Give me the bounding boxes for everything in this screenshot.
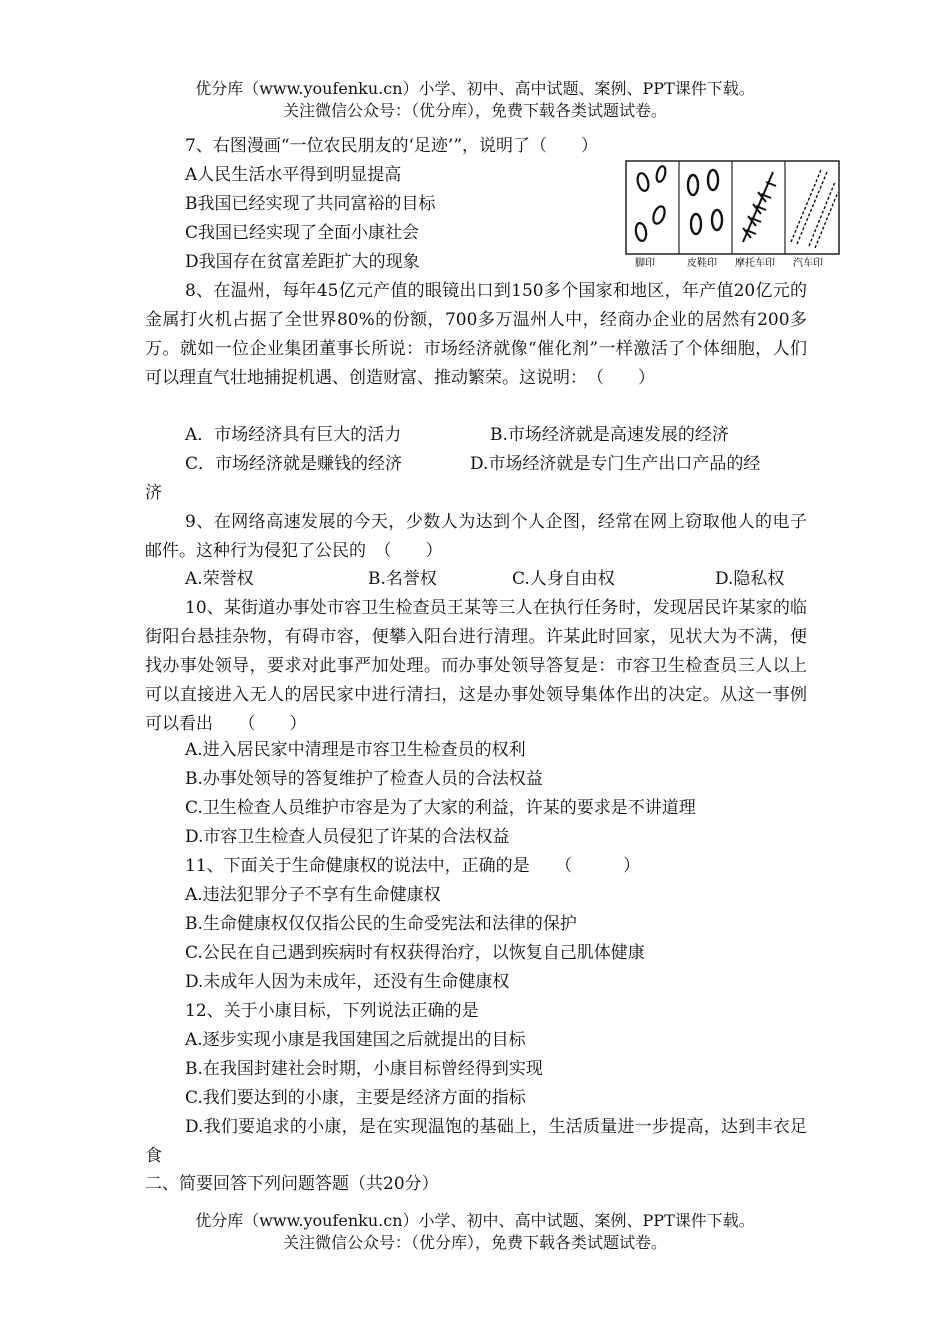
section-2-title: 二、简要回答下列问题答题（共20分） [145, 1174, 439, 1194]
q11-option-b: B.生命健康权仅仅指公民的生命受宪法和法律的保护 [185, 914, 577, 934]
q9-option-c: C.人身自由权 [512, 569, 615, 589]
footer-line-1: 优分库（www.youfenku.cn）小学、初中、高中试题、案例、PPT课件下载。 [195, 1211, 755, 1230]
q7-option-c: C我国已经实现了全面小康社会 [185, 223, 420, 243]
q9-stem: 9、在网络高速发展的今天，少数人为达到个人企图，经常在网上窃取他人的电子邮件。这种行为侵犯了公民的 （ ） [145, 512, 807, 561]
q10-option-c: C.卫生检查人员维护市容是为了大家的利益，许某的要求是不讲道理 [185, 798, 696, 818]
header-line-1: 优分库（www.youfenku.cn）小学、初中、高中试题、案例、PPT课件下载。 [195, 79, 755, 98]
footprints-comic [625, 160, 840, 268]
q12-option-b: B.在我国封建社会时期，小康目标曾经得到实现 [185, 1059, 543, 1079]
q11-option-d: D.未成年人因为未成年，还没有生命健康权 [185, 972, 510, 992]
q9-option-d: D.隐私权 [715, 569, 785, 589]
q10-stem: 10、某街道办事处市容卫生检查员王某等三人在执行任务时，发现居民许某家的临街阳台悬挂杂物，有碍市容，便攀入阳台进行清理。许某此时回家，见状大为不满，便找办事处领导，要求对此事严加处理。而办事处领导答复是：市容卫生检查员三人以上可以直接进入无人的居民家中进行清扫，这是办事处领导集体作出的决定。从这一事例可以看出 （ ） [145, 598, 807, 734]
footer-line-2: 关注微信公众号：（优分库），免费下载各类试题试卷。 [282, 1233, 667, 1252]
q8-option-d-continuation: 济 [145, 483, 162, 503]
comic-label-car: 汽车印 [793, 258, 823, 268]
comic-label-bare-foot: 脚印 [635, 258, 655, 268]
q11-option-a: A.违法犯罪分子不享有生命健康权 [185, 885, 441, 905]
q7-stem: 7、右图漫画“一位农民朋友的‘足迹’”，说明了（ ） [185, 136, 599, 156]
q7-option-a: A人民生活水平得到明显提高 [185, 165, 402, 185]
q12-option-c: C.我们要达到的小康，主要是经济方面的指标 [185, 1088, 526, 1108]
q12-option-a: A.逐步实现小康是我国建国之后就提出的目标 [185, 1030, 526, 1050]
q11-option-c: C.公民在自己遇到疾病时有权获得治疗，以恢复自己肌体健康 [185, 943, 645, 963]
q9-option-a: A.荣誉权 [185, 569, 254, 589]
q7-option-b: B我国已经实现了共同富裕的目标 [185, 194, 436, 214]
q8-stem: 8、在温州，每年45亿元产值的眼镜出口到150多个国家和地区，年产值20亿元的金属打火机占据了全世界80%的份额，700多万温州人中，经商办企业的居然有200多万。就如一位企业集团董事长所说：市场经济就像“催化剂”一样激活了个体细胞，人们可以理直气壮地捕捉机遇、创造财富、推动繁荣。这说明： （ ） [145, 281, 807, 388]
q8-option-d: D.市场经济就是专门生产出口产品的经 [470, 454, 761, 474]
q7-option-d: D我国存在贫富差距扩大的现象 [185, 252, 420, 272]
q12-stem: 12、关于小康目标，下列说法正确的是 [185, 1001, 479, 1021]
header-line-2: 关注微信公众号：（优分库），免费下载各类试题试卷。 [282, 101, 667, 120]
q8-option-b: B.市场经济就是高速发展的经济 [490, 425, 729, 445]
comic-label-motorcycle: 摩托车印 [735, 258, 775, 268]
q11-stem: 11、下面关于生命健康权的说法中，正确的是 （ ） [185, 856, 641, 876]
q10-option-b: B.办事处领导的答复维护了检查人员的合法权益 [185, 769, 543, 789]
q9-option-b: B.名誉权 [368, 569, 437, 589]
q8-option-a: A．市场经济具有巨大的活力 [185, 425, 402, 445]
q10-option-a: A.进入居民家中清理是市容卫生检查员的权利 [185, 740, 526, 760]
footprints-illustration [625, 160, 840, 268]
q8-option-c: C．市场经济就是赚钱的经济 [185, 454, 403, 474]
q10-option-d: D.市容卫生检查人员侵犯了许某的合法权益 [185, 827, 510, 847]
q12-option-d: D.我们要追求的小康，是在实现温饱的基础上，生活质量进一步提高，达到丰衣足食 [145, 1117, 807, 1166]
comic-label-shoe: 皮鞋印 [687, 258, 717, 268]
